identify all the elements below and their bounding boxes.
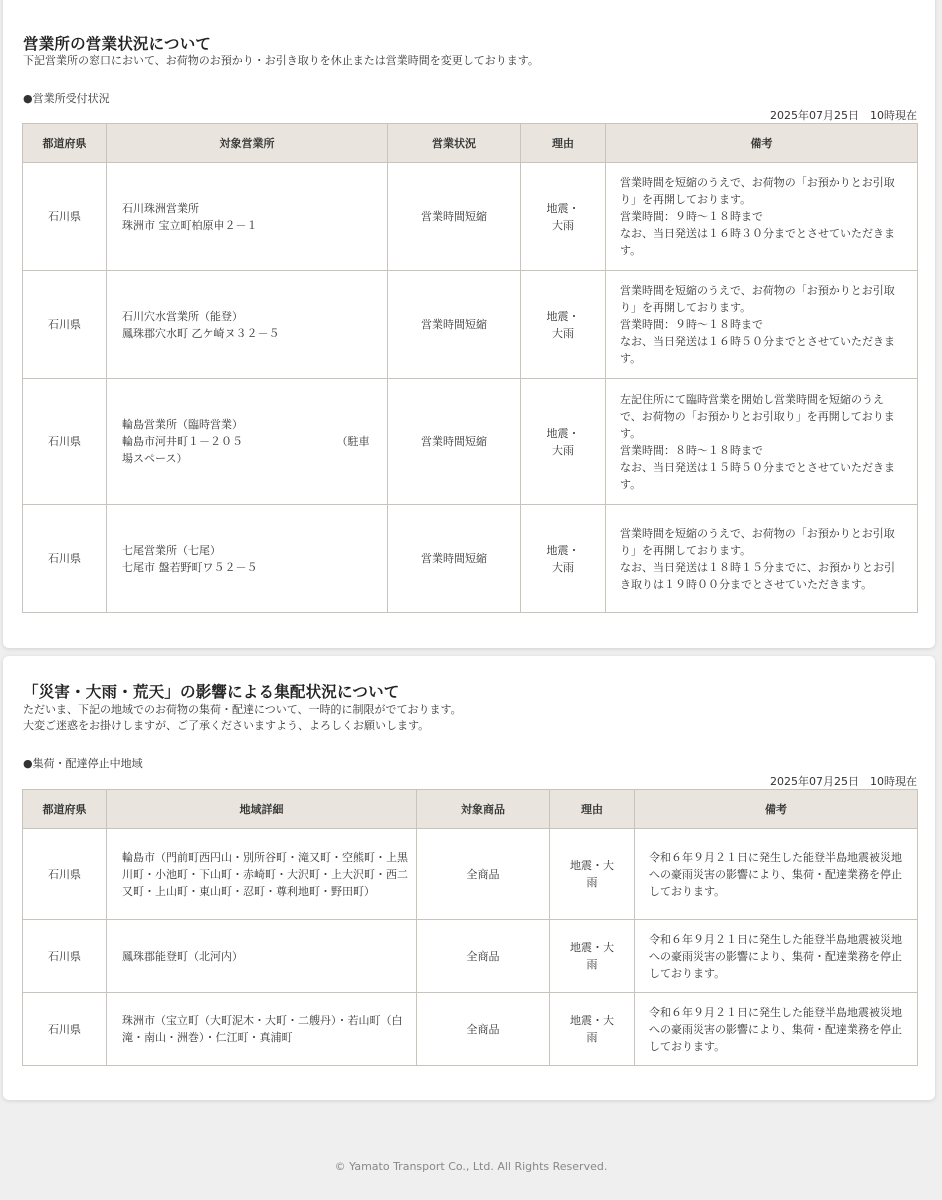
office-cell <box>107 163 388 271</box>
pref-cell: 石川県 <box>23 271 107 379</box>
delivery-status-title: 「災害・大雨・荒天」の影響による集配状況について <box>23 683 400 701</box>
office-status-card <box>3 0 935 648</box>
office-cell <box>107 505 388 613</box>
reason-cell: 地震・大雨 <box>550 829 635 920</box>
office-address: 七尾市 盤若野町ワ５２－５ <box>122 560 258 574</box>
area-cell: 鳳珠郡能登町（北河内） <box>107 920 417 993</box>
product-cell: 全商品 <box>417 829 550 920</box>
footer-copyright: © Yamato Transport Co., Ltd. All Rights Reserved. <box>334 1160 608 1173</box>
col-reason: 理由 <box>550 790 635 829</box>
office-name: 輪島営業所（臨時営業） <box>122 418 243 431</box>
col-status: 営業状況 <box>388 124 521 163</box>
reason-cell <box>521 271 606 379</box>
reason-cell <box>521 379 606 505</box>
delivery-status-table <box>22 789 918 1066</box>
office-address: 珠洲市 宝立町柏原申２－１ <box>122 218 258 232</box>
office-name: 石川珠洲営業所 <box>122 201 199 215</box>
status-cell: 営業時間短縮 <box>388 379 521 505</box>
office-cell <box>107 379 388 505</box>
col-pref: 都道府県 <box>23 124 107 163</box>
product-cell: 全商品 <box>417 920 550 993</box>
col-office: 対象営業所 <box>107 124 388 163</box>
delivery-status-intro <box>23 702 462 734</box>
area-cell: 珠洲市（宝立町（大町泥木・大町・二艘丹）・若山町（白滝・南山・洲巻）・仁江町・真浦町 <box>107 993 417 1066</box>
table-row <box>23 163 918 271</box>
pref-cell: 石川県 <box>23 829 107 920</box>
table-header-row <box>23 124 918 163</box>
product-cell: 全商品 <box>417 993 550 1066</box>
table-row <box>23 920 918 993</box>
office-status-intro <box>23 53 539 69</box>
area-cell: 輪島市（門前町西円山・別所谷町・滝又町・空熊町・上黒川町・小池町・下山町・赤崎町・大沢町・上大沢町・西二又町・上山町・東山町・忍町・尊利地町・野田町） <box>107 829 417 920</box>
office-status-subheading: ●営業所受付状況 <box>23 92 110 105</box>
table-header-row <box>23 790 918 829</box>
note-cell: 営業時間を短縮のうえで、お荷物の「お預かりとお引取り」を再開しております。 営業時間：９時～１８時まで なお、当日発送は１６時３０分までとさせていただきます。 <box>606 163 918 271</box>
note-cell: 令和６年９月２１日に発生した能登半島地震被災地への豪雨災害の影響により、集荷・配達業務を停止しております。 <box>635 829 918 920</box>
office-name: 七尾営業所（七尾） <box>122 543 221 557</box>
reason-line: 地震・ <box>546 309 580 323</box>
note-cell: 営業時間を短縮のうえで、お荷物の「お預かりとお引取り」を再開しております。 営業時間：９時～１８時まで なお、当日発送は１６時５０分までとさせていただきます。 <box>606 271 918 379</box>
note-cell: 令和６年９月２１日に発生した能登半島地震被災地への豪雨災害の影響により、集荷・配達業務を停止しております。 <box>635 920 918 993</box>
delivery-intro-line-2: 大変ご迷惑をお掛けしますが、ご了承くださいますよう、よろしくお願いします。 <box>23 719 430 732</box>
office-address: 輪島市河井町１－２０５ （駐車場スペース） <box>122 435 370 465</box>
pref-cell: 石川県 <box>23 505 107 613</box>
table-row <box>23 271 918 379</box>
pref-cell: 石川県 <box>23 379 107 505</box>
table-row <box>23 993 918 1066</box>
note-cell: 左記住所にて臨時営業を開始し営業時間を短縮のうえで、お荷物の「お預かりとお引取り」を再開しております。 営業時間：８時～１８時まで なお、当日発送は１５時５０分までとさせていただきます。 <box>606 379 918 505</box>
reason-cell <box>521 505 606 613</box>
reason-line: 地震・ <box>546 426 580 440</box>
pref-cell: 石川県 <box>23 163 107 271</box>
status-cell: 営業時間短縮 <box>388 505 521 613</box>
reason-line: 地震・ <box>546 543 580 557</box>
pref-cell: 石川県 <box>23 993 107 1066</box>
note-cell: 営業時間を短縮のうえで、お荷物の「お預かりとお引取り」を再開しております。 なお、当日発送は１８時１５分までに、お預かりとお引き取りは１９時００分までとさせていただきます。 <box>606 505 918 613</box>
reason-line: 大雨 <box>552 218 574 232</box>
delivery-status-subheading: ●集荷・配達停止中地域 <box>23 757 143 770</box>
col-area: 地域詳細 <box>107 790 417 829</box>
reason-line: 大雨 <box>552 326 574 340</box>
status-cell: 営業時間短縮 <box>388 163 521 271</box>
col-reason: 理由 <box>521 124 606 163</box>
pref-cell: 石川県 <box>23 920 107 993</box>
reason-line: 大雨 <box>552 443 574 457</box>
delivery-intro-line-1: ただいま、下記の地域でのお荷物の集荷・配達について、一時的に制限がでております。 <box>23 703 462 716</box>
office-status-asof: 2025年07月25日 10時現在 <box>770 109 917 122</box>
col-note: 備考 <box>606 124 918 163</box>
office-address: 鳳珠郡穴水町 乙ケ崎ヌ３２－５ <box>122 326 280 340</box>
office-name: 石川穴水営業所（能登） <box>122 309 243 323</box>
status-cell: 営業時間短縮 <box>388 271 521 379</box>
table-row <box>23 505 918 613</box>
reason-cell: 地震・大雨 <box>550 993 635 1066</box>
col-note: 備考 <box>635 790 918 829</box>
reason-line: 大雨 <box>552 560 574 574</box>
office-cell <box>107 271 388 379</box>
col-product: 対象商品 <box>417 790 550 829</box>
delivery-status-card <box>3 656 935 1100</box>
reason-cell <box>521 163 606 271</box>
office-status-intro-text: 下記営業所の窓口において、お荷物のお預かり・お引き取りを休止または営業時間を変更しております。 <box>23 54 539 67</box>
table-row <box>23 379 918 505</box>
office-status-table <box>22 123 918 613</box>
office-status-title: 営業所の営業状況について <box>23 35 212 53</box>
note-cell: 令和６年９月２１日に発生した能登半島地震被災地への豪雨災害の影響により、集荷・配達業務を停止しております。 <box>635 993 918 1066</box>
col-pref: 都道府県 <box>23 790 107 829</box>
reason-cell: 地震・大雨 <box>550 920 635 993</box>
reason-line: 地震・ <box>546 201 580 215</box>
delivery-status-asof: 2025年07月25日 10時現在 <box>770 775 917 788</box>
table-row <box>23 829 918 920</box>
